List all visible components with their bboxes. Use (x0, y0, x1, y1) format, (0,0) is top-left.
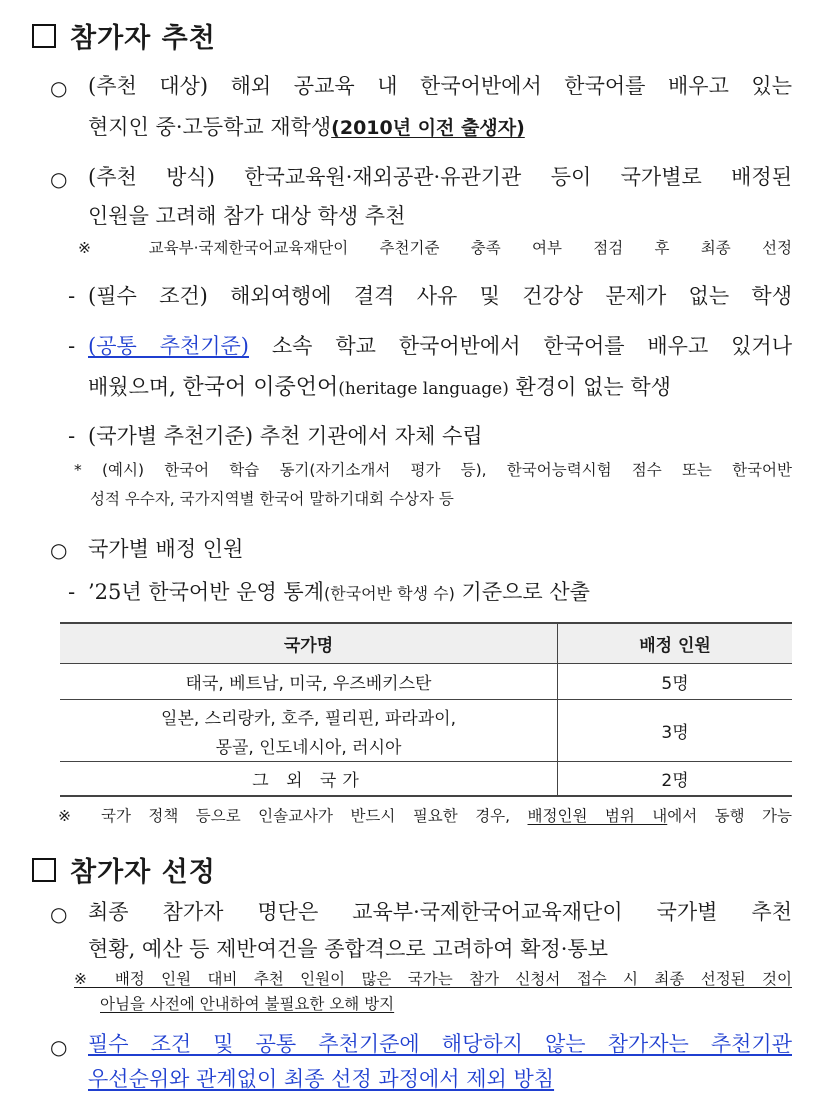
selection-note-line-2: 아님을 사전에 안내하여 불필요한 오해 방지 (100, 995, 395, 1013)
dash-bullet: - (68, 334, 76, 358)
allocation-table (60, 622, 792, 797)
table-header-row (60, 623, 792, 664)
table-note: ※ 국가 정책 등으로 인솔교사가 반드시 필요한 경우, 배정인원 범위 내에서 동행 가능 (58, 807, 792, 825)
method-note: ※ 교육부·국제한국어교육재단이 추천기준 충족 여부 점검 후 최종 선정 (78, 239, 792, 257)
country-example-line-2: 성적 우수자, 국가지역별 한국어 말하기대회 수상자 등 (90, 490, 454, 508)
checkbox-square-icon (32, 24, 56, 48)
country-example-line-1: * (예시) 한국어 학습 동기(자기소개서 평가 등), 한국어능력시험 점수 또는 한국어반 (74, 461, 792, 479)
target-line-1: (추천 대상) 해외 공교육 내 한국어반에서 한국어를 배우고 있는 (88, 74, 792, 98)
birth-year-highlight: (2010년 이전 출생자) (331, 117, 525, 139)
exclusion-line-1: 필수 조건 및 공통 추천기준에 해당하지 않는 참가자는 추천기관 (88, 1032, 792, 1056)
table-row: 일본, 스리랑카, 호주, 필리핀, 파라과이, 몽골, 인도네시아, 러시아 3명 (60, 700, 792, 762)
circle-bullet-icon: ○ (50, 538, 68, 562)
circle-bullet-icon: ○ (50, 167, 68, 191)
circle-bullet-icon: ○ (50, 76, 68, 100)
method-label: (추천 방식) (88, 165, 215, 189)
common-criteria-line-1: (공통 추천기준) 소속 학교 한국어반에서 한국어를 배우고 있거나 (88, 334, 792, 358)
circle-bullet-icon: ○ (50, 1035, 68, 1059)
allocation-basis: ’25년 한국어반 운영 통계(한국어반 학생 수) 기준으로 산출 (88, 580, 590, 604)
checkbox-square-icon (32, 858, 56, 882)
table-row: 그 외 국가 2명 (60, 762, 792, 796)
target-label: (추천 대상) (88, 74, 209, 98)
header-country: 국가명 (60, 623, 558, 664)
final-selection-line-2: 현황, 예산 등 제반여건을 종합격으로 고려하여 확정·통보 (88, 937, 608, 961)
final-selection-line-1: 최종 참가자 명단은 교육부·국제한국어교육재단이 국가별 추천 (88, 900, 792, 924)
target-line-2: 현지인 중·고등학교 재학생(2010년 이전 출생자) (88, 115, 525, 139)
dash-bullet: - (68, 284, 76, 308)
header-count: 배정 인원 (558, 623, 793, 664)
allocation-title: 국가별 배정 인원 (88, 537, 244, 561)
country-criteria: (국가별 추천기준) 추천 기관에서 자체 수립 (88, 424, 483, 448)
section-title-text: 참가자 추천 (70, 23, 216, 54)
dash-bullet: - (68, 424, 76, 448)
method-line-1: (추천 방식) 한국교육원·재외공관·유관기관 등이 국가별로 배정된 (88, 165, 792, 189)
common-criteria-line-2: 배웠으며, 한국어 이중언어(heritage language) 환경이 없는 학생 (88, 375, 671, 400)
selection-note-line-1: ※ 배정 인원 대비 추천 인원이 많은 국가는 참가 신청서 접수 시 최종 선정된 것이 (74, 970, 792, 988)
section-title-selection (32, 850, 216, 889)
exclusion-line-2: 우선순위와 관계없이 최종 선정 과정에서 제외 방침 (88, 1067, 555, 1091)
method-line-2: 인원을 고려해 참가 대상 학생 추천 (88, 204, 406, 228)
table-row: 태국, 베트남, 미국, 우즈베키스탄 5명 (60, 664, 792, 700)
required-condition: (필수 조건) 해외여행에 결격 사유 및 건강상 문제가 없는 학생 (88, 284, 792, 308)
section-title-recommendation (32, 16, 216, 55)
dash-bullet: - (68, 580, 76, 604)
section-title-text: 참가자 선정 (70, 857, 216, 888)
common-criteria-link: (공통 추천기준) (88, 334, 249, 358)
circle-bullet-icon: ○ (50, 902, 68, 926)
